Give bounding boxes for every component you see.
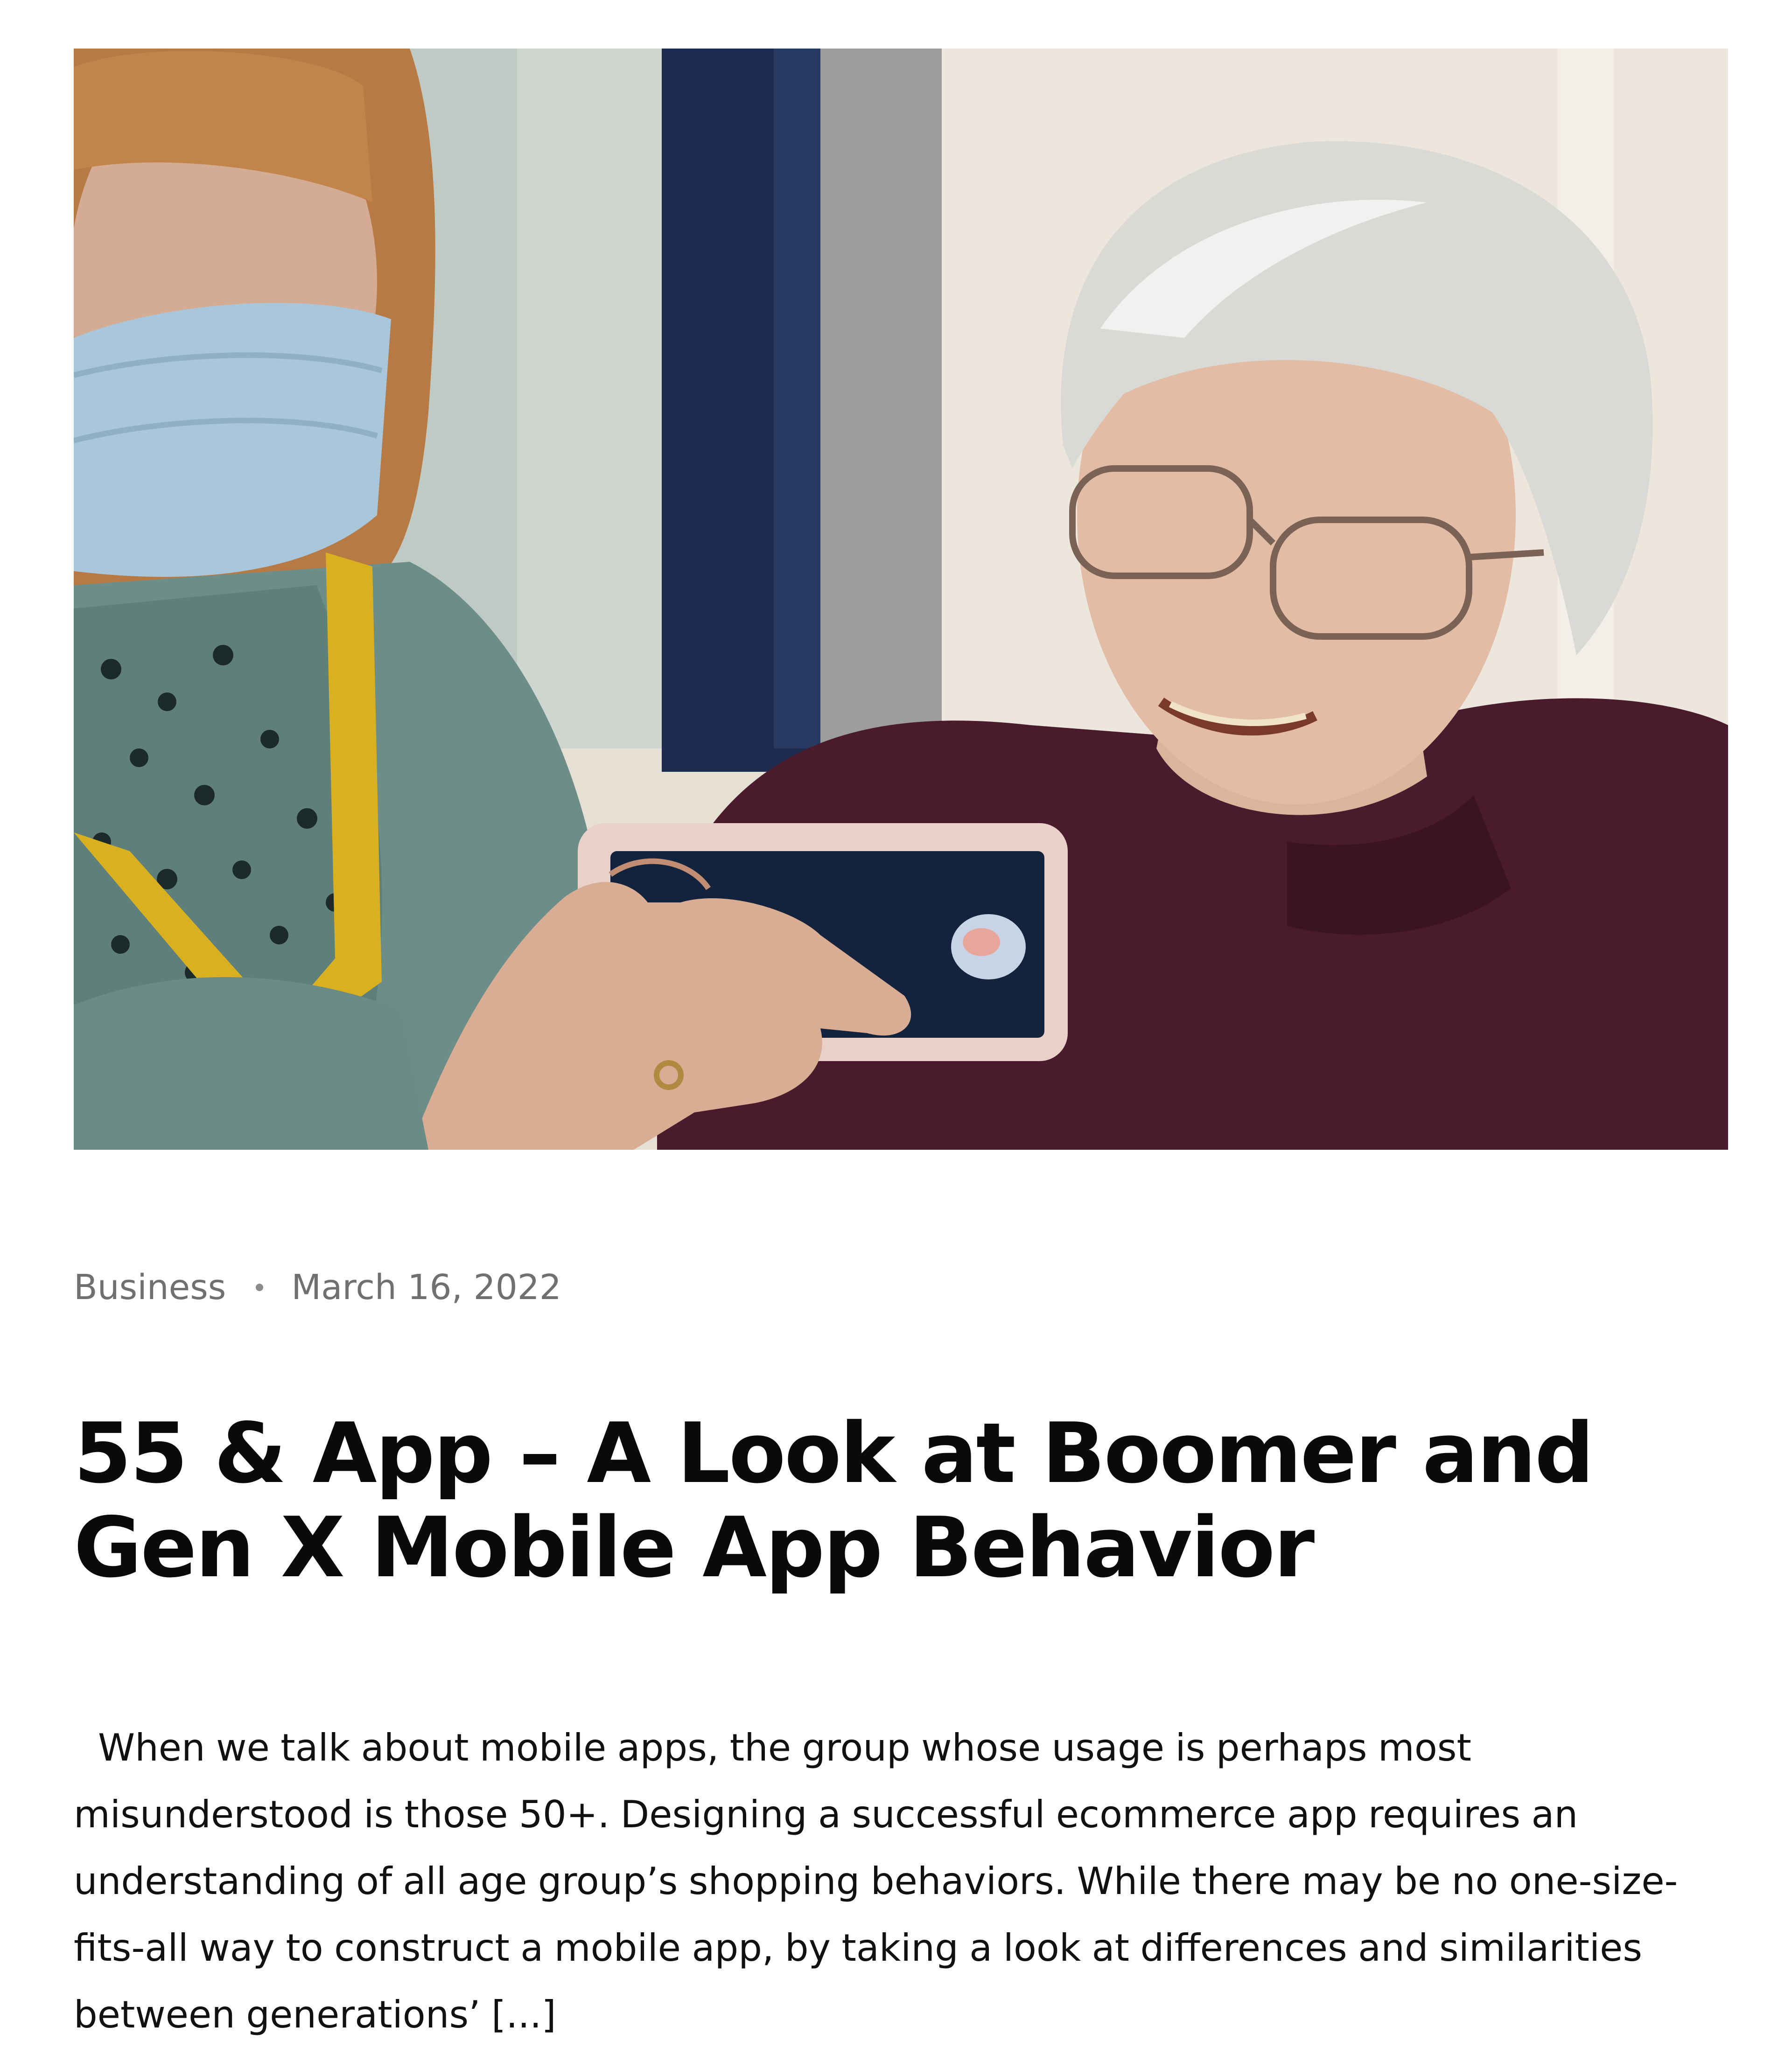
post-date: March 16, 2022 — [291, 1267, 561, 1307]
post-category-link[interactable]: Business — [74, 1267, 226, 1307]
post-meta — [74, 1264, 561, 1311]
blog-post-card — [74, 49, 1728, 2036]
post-excerpt: When we talk about mobile apps, the group whose usage is perhaps most misunderstood is those 50+. Designing a successful ecommerce app requires an understanding of all age group’s shopping behaviors. While there may be no one-size-fits-all way to construct a mobile app, by taking a look at differences and similarities between generations’ [...] — [74, 1726, 1678, 2036]
meta-separator-dot-icon — [256, 1284, 263, 1291]
post-photo — [74, 49, 1728, 1150]
post-title-link[interactable]: 55 & App – A Look at Boomer and Gen X Mobile App Behavior — [74, 1405, 1593, 1596]
post-featured-image[interactable] — [74, 49, 1728, 1150]
